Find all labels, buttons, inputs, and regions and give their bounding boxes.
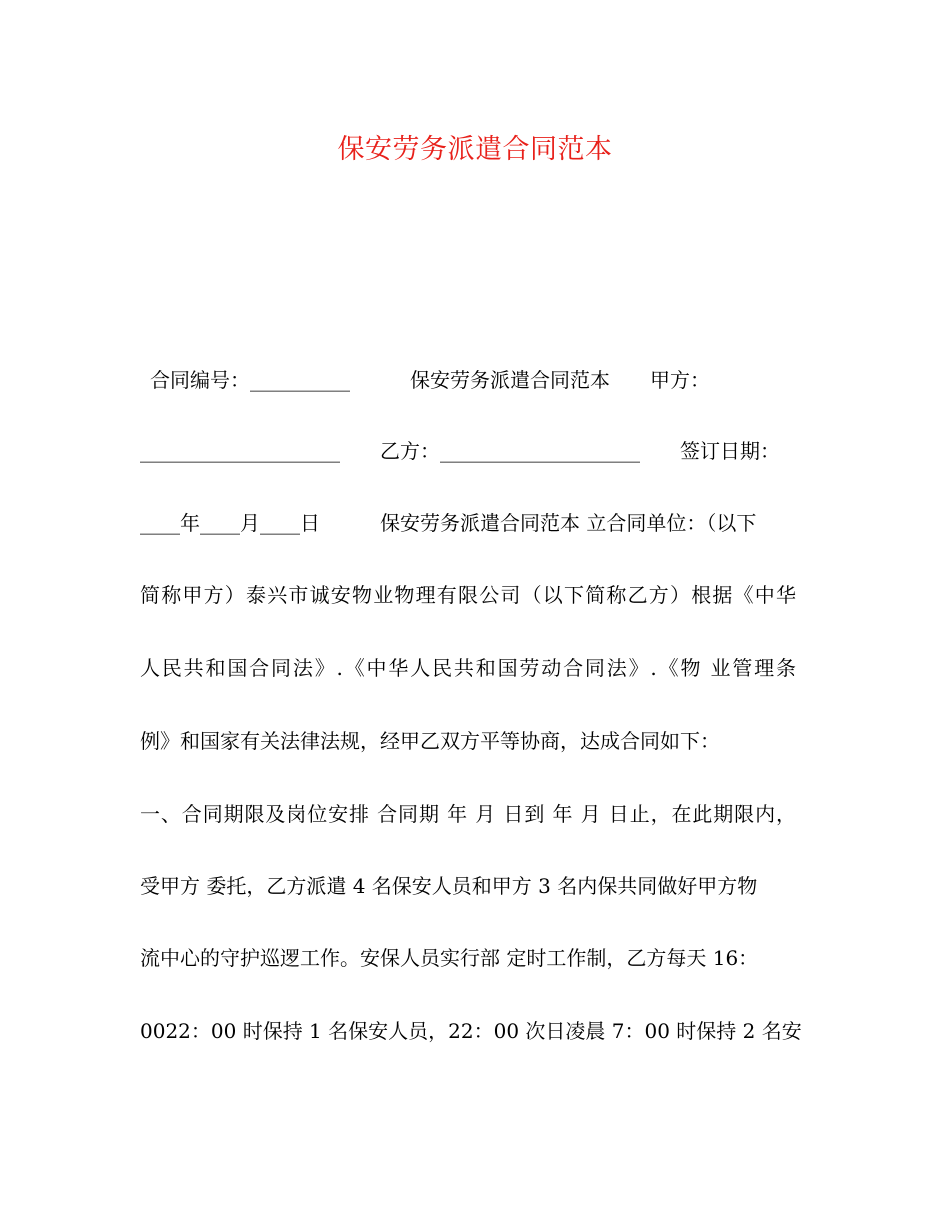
text-line: 简称甲方）泰兴市诚安物业物理有限公司（以下简称乙方）根据《中华 <box>140 583 796 607</box>
text-line: ____________________ 乙方：____________________ 签订日期： <box>140 439 780 463</box>
document-title: 保安劳务派遣合同范本 <box>337 134 613 165</box>
text-line: ____年____月____日 保安劳务派遣合同范本 立合同单位：（以下 <box>140 511 757 535</box>
text-line: 流中心的守护巡逻工作。安保人员实行部 定时工作制，乙方每天 16： <box>140 946 759 970</box>
text-line: 人民共和国合同法》.《中华人民共和国劳动合同法》.《物 业管理条 <box>140 656 796 680</box>
text-line: 一、合同期限及岗位安排 合同期 年 月 日到 年 月 日止，在此期限内， <box>140 802 796 826</box>
text-line: 例》和国家有关法律法规，经甲乙双方平等协商，达成合同如下： <box>140 729 720 753</box>
text-line: 0022：00 时保持 1 名保安人员，22：00 次日凌晨 7：00 时保持 2 名安 <box>140 1019 802 1043</box>
text-line: 合同编号：__________ 保安劳务派遣合同范本 甲方： <box>150 368 710 392</box>
text-line: 受甲方 委托，乙方派遣 4 名保安人员和甲方 3 名内保共同做好甲方物 <box>140 874 758 898</box>
